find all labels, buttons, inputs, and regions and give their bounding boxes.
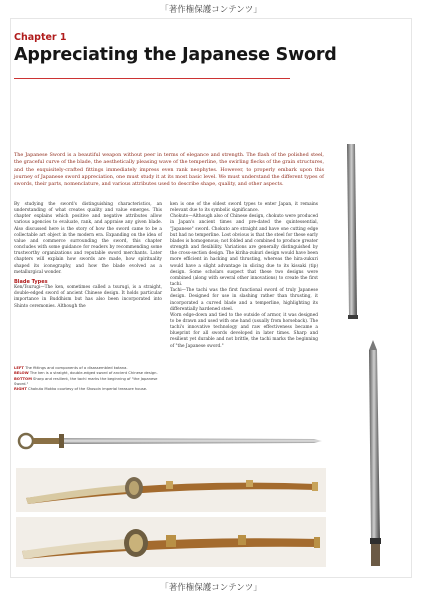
right-paragraph-3: Tachi—The tachi was the first functional sword of truly Japanese design. Designed for use in slashing rather than thrusting, it incorporated a curved blade and a temperline, highlighting its differentially hardened steel. xyxy=(170,288,318,312)
caption-right: RIGHT Chokuto Mokko courtesy of the Shosoin imperial treasure house. xyxy=(14,387,148,392)
left-paragraph-1: By studying the sword's distinguishing characteristics, an understanding of what creates quality and value emerges. This chapter explains which positive and negative attributes allow various agencies to evaluate, rank, and appraise any given blade. Also discussed here is the story of how the sword came to be a collectable art object in the modern era. Expanding on the idea of value and commerce surrounding the sword, this chapter concludes with some guidance for readers by recommending some trustworthy organizations and reputable sword merchants. Later chapters will explain how swords are made, how spirituality shaped its iconography, and how the blade evolved as a metallurgical wonder. xyxy=(14,202,162,275)
caption-bottom: BOTTOM Sharp and resilient, the tachi marks the beginning of "the Japanese Sword." xyxy=(14,376,158,386)
photo-captions xyxy=(14,366,158,392)
left-column xyxy=(14,202,162,310)
chokuto-sword-photo xyxy=(333,140,408,570)
chapter-label: Chapter 1 xyxy=(14,32,67,43)
tachi-mounting-photo-2 xyxy=(16,517,326,567)
watermark-top: 「著作権保護コンテンツ」 xyxy=(160,5,262,15)
ken-sword-photo xyxy=(14,428,326,454)
right-column xyxy=(170,202,318,350)
intro-paragraph: The Japanese Sword is a beautiful weapon without peer in terms of elegance and strength. The flash of the polished steel, the graceful curve of the blade, the aesthetically pleasing wave of the temperline, the swirling flecks of the grain structures, and the exquisitely-crafted fittings immediately impress even rank neophytes. However, to properly embark upon this journey of Japanese sword appreciation, one must study it at its most basic level. We must understand the different types of swords, their parts, nomenclature, and various attributes used to describe shape, quality, and other aspects. xyxy=(14,152,324,188)
caption-left: LEFT The fittings and components of a disassembled katana. xyxy=(14,366,128,370)
caption-below: BELOW The ken is a straight, double-edged sword of ancient Chinese design. xyxy=(14,371,158,376)
right-paragraph-2: Chokuto—Although also of Chinese design, chokuto were produced in Japan's ancient times and pre-dated the quintessential, "Japanese" sword. Chokuto are straight and have one cutting edge but had no temperline. Lost obvious is that the steel for these early blades is homogenous; not folded and combined to produce greater strength and flexibility. Variations are generally distinguished by the cross-section design. The kiriha-zukuri design would have been more efficient in hacking and thrusting, whereas the hira-zukuri would have a slight advantage in slicing due to its kissaki (tip) design. Some scholars suspect that these two designs were combined (along with several other innovations) to create the first tachi. xyxy=(170,214,318,288)
title-rule xyxy=(14,78,290,79)
right-paragraph-1: ken is one of the oldest sword types to enter Japan, it remains relevant due to its symbolic significance. xyxy=(170,202,318,214)
right-paragraph-4: Worn edge-down and tied to the outside of armor, it was designed to be drawn and used with one hand (usually from horseback). The tachi's innovative technology and raw effectiveness became a blueprint for all swords developed in later times. Sharp and resilient yet durable and not brittle, the tachi marks the beginning of "the Japanese sword." xyxy=(170,312,318,349)
blade-types-subhead: Blade Types xyxy=(14,278,48,285)
chapter-title: Appreciating the Japanese Sword xyxy=(14,45,337,65)
tachi-mounting-photo-1 xyxy=(16,468,326,512)
watermark-bottom: 「著作権保護コンテンツ」 xyxy=(160,583,262,593)
left-paragraph-2: Ken/Tsurugi—The ken, sometimes called a tsurugi, is a straight, double-edged sword of ancient Chinese design. It holds particular importance in Buddhism but has also been incorporated into Shinto ceremonies. Although the xyxy=(14,285,162,309)
